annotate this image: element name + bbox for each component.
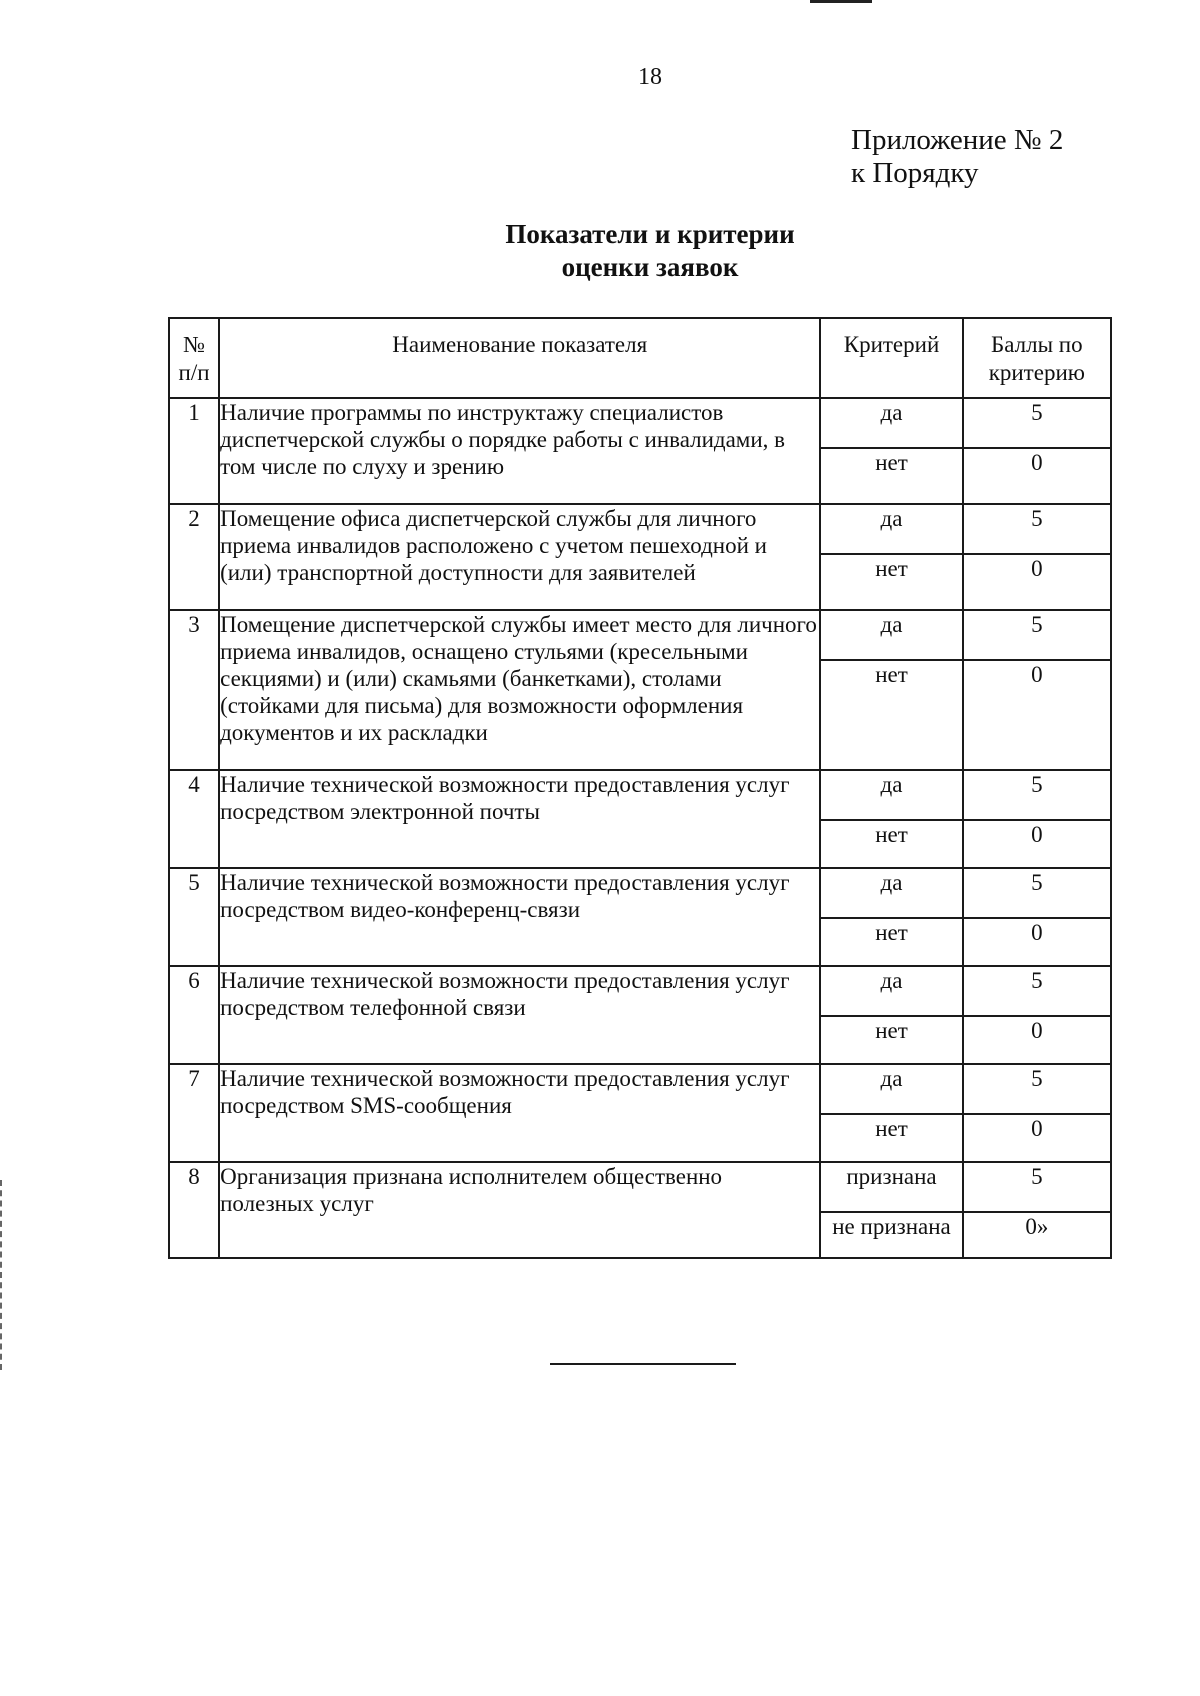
table-row: [169, 1162, 1111, 1212]
criterion-yes: да: [820, 868, 962, 918]
score-yes: 5: [963, 610, 1111, 660]
criterion-no: нет: [820, 1016, 962, 1064]
score-yes: 5: [963, 868, 1111, 918]
row-number: 6: [169, 966, 219, 1064]
scan-edge-marks: [0, 1180, 4, 1370]
document-title: [410, 218, 890, 284]
table-row: [169, 966, 1111, 1016]
criterion-no: нет: [820, 820, 962, 868]
indicator-name: Помещение диспетчерской службы имеет место для личного приема инвалидов, оснащено стульями (кресельными секциями) и (или) скамьями (банкетками), столами (стойками для письма) для возможности оформления документов и их раскладки: [219, 610, 820, 770]
criterion-no: нет: [820, 660, 962, 770]
criterion-yes: да: [820, 398, 962, 448]
appendix-reference: [851, 124, 1063, 190]
indicator-name: Наличие технической возможности предоставления услуг посредством электронной почты: [219, 770, 820, 868]
table-header-row: [169, 318, 1111, 398]
table-row: [169, 398, 1111, 448]
table-row: [169, 610, 1111, 660]
criterion-no: не признана: [820, 1212, 962, 1258]
criterion-no: нет: [820, 1114, 962, 1162]
header-score-line-1: Баллы по: [991, 332, 1083, 357]
indicator-name: Помещение офиса диспетчерской службы для личного приема инвалидов расположено с учетом пешеходной и (или) транспортной доступности для заявителей: [219, 504, 820, 610]
scan-top-mark: [810, 0, 872, 3]
criterion-yes: да: [820, 966, 962, 1016]
score-no: 0: [963, 820, 1111, 868]
indicator-name: Организация признана исполнителем общественно полезных услуг: [219, 1162, 820, 1258]
header-score: [963, 318, 1111, 398]
criteria-table: [168, 317, 1112, 1259]
header-indicator-name: Наименование показателя: [219, 318, 820, 398]
table-row: [169, 504, 1111, 554]
header-number-line-2: п/п: [178, 360, 210, 385]
score-no: 0: [963, 660, 1111, 770]
score-yes: 5: [963, 398, 1111, 448]
indicator-name: Наличие программы по инструктажу специалистов диспетчерской службы о порядке работы с инвалидами, в том числе по слуху и зрению: [219, 398, 820, 504]
score-yes: 5: [963, 504, 1111, 554]
row-number: 1: [169, 398, 219, 504]
score-no: 0: [963, 1114, 1111, 1162]
header-criterion: Критерий: [820, 318, 962, 398]
row-number: 7: [169, 1064, 219, 1162]
score-yes: 5: [963, 770, 1111, 820]
score-no: 0: [963, 1016, 1111, 1064]
score-yes: 5: [963, 966, 1111, 1016]
title-line-1: Показатели и критерии: [505, 219, 795, 249]
indicator-name: Наличие технической возможности предоставления услуг посредством SMS-сообщения: [219, 1064, 820, 1162]
score-no: 0: [963, 448, 1111, 504]
header-number-line-1: №: [183, 332, 206, 357]
header-number: [169, 318, 219, 398]
criterion-yes: да: [820, 1064, 962, 1114]
score-no: 0: [963, 918, 1111, 966]
table-row: [169, 1064, 1111, 1114]
criterion-yes: признана: [820, 1162, 962, 1212]
row-number: 3: [169, 610, 219, 770]
table-row: [169, 868, 1111, 918]
criterion-no: нет: [820, 554, 962, 610]
appendix-line-1: Приложение № 2: [851, 124, 1064, 156]
criterion-yes: да: [820, 770, 962, 820]
indicator-name: Наличие технической возможности предоставления услуг посредством телефонной связи: [219, 966, 820, 1064]
appendix-line-2: к Порядку: [851, 157, 979, 189]
score-no: 0»: [963, 1212, 1111, 1258]
criterion-no: нет: [820, 918, 962, 966]
criterion-yes: да: [820, 504, 962, 554]
header-score-line-2: критерию: [988, 360, 1085, 385]
criterion-no: нет: [820, 448, 962, 504]
indicator-name: Наличие технической возможности предоставления услуг посредством видео-конференц-связи: [219, 868, 820, 966]
criterion-yes: да: [820, 610, 962, 660]
score-yes: 5: [963, 1064, 1111, 1114]
table-row: [169, 770, 1111, 820]
page-number: 18: [638, 64, 662, 90]
end-of-document-rule: [550, 1363, 736, 1365]
title-line-2: оценки заявок: [561, 252, 739, 282]
score-yes: 5: [963, 1162, 1111, 1212]
row-number: 8: [169, 1162, 219, 1258]
row-number: 4: [169, 770, 219, 868]
row-number: 2: [169, 504, 219, 610]
score-no: 0: [963, 554, 1111, 610]
row-number: 5: [169, 868, 219, 966]
